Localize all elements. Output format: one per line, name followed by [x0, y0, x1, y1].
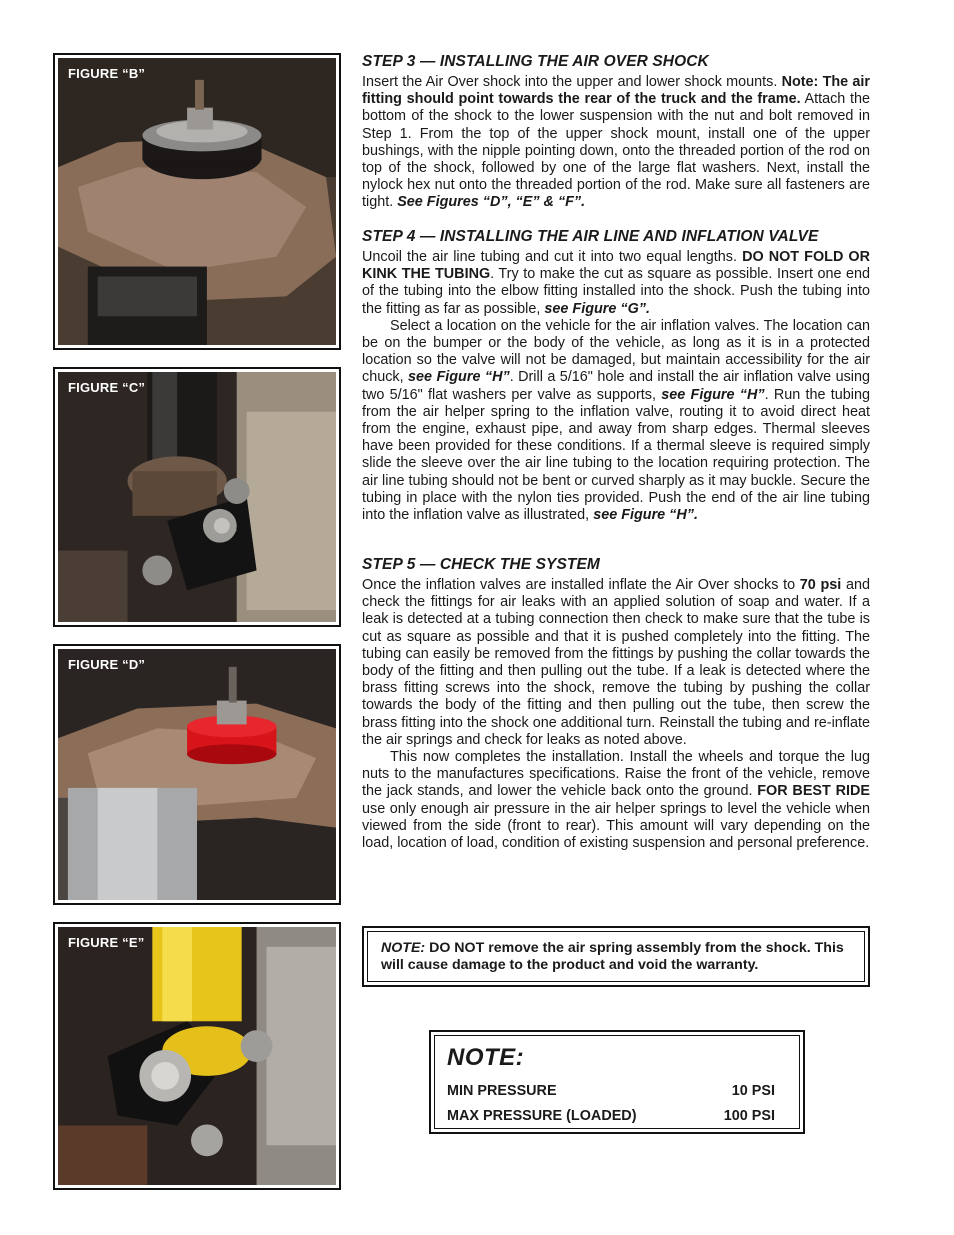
step-5-p2-text: This now completes the installation. Install the wheels and torque the lug nuts to the manufactures specifications. Raise the front of the vehicle, remove the jack stands, and lower the vehicle back onto the ground. [362, 749, 870, 800]
pressure-row-value: 100 PSI [723, 1107, 775, 1124]
figure-c-photo [58, 372, 336, 622]
figure-d [53, 644, 341, 905]
pressure-row-max [447, 1103, 775, 1128]
step-5-p2-text-cont: use only enough air pressure in the air helper springs to level the vehicle when viewed from the side (front to rear). This amount will vary depending on the load, location of load, condition of existing suspension and personal preference. [362, 800, 870, 852]
step-4-p2-text-cont-2: . Run the tubing from the air helper spring to the inflation valve, routing it to avoid direct heat from the engine, exhaust pipe, and away from sharp edges. Thermal sleeves have been provided for these conditions. If a thermal sleeve is required simply slide the sleeve over the air line tubing to the location requiring protection. The air line tubing should not be bent or curved sharply as it may buckle. Secure the tubing in place with the nylon ties provided. Push the end of the air line tubing into the inflation valve as illustrated, [362, 386, 870, 524]
step-4-text-cont: . Try to make the cut as square as possible. Insert one end of the tubing into the elbow fitting installed into the shock. Push the tubing into the fitting as far as possible, [362, 266, 870, 317]
step-5-pressure: 70 psi [799, 577, 842, 593]
figure-e-photo [58, 927, 336, 1185]
figure-b-label: FIGURE “B” [68, 66, 146, 81]
step-3-section [362, 53, 870, 212]
pressure-row-value: 10 PSI [731, 1082, 775, 1099]
warning-note-label: NOTE: [381, 940, 426, 956]
air-over-shock-bottom-image [58, 927, 336, 1185]
step-4-p2-figure-ref-1: see Figure “H” [408, 369, 510, 386]
step-5-text-cont: and check the fittings for air leaks with an applied solution of soap and water. If a leak is detected at a tubing connection then check to make sure that the tube is cut as square as possible and that it is pushed completely into the fitting. The tubing can easily be removed from the fittings by pushing the collar towards the body of the fitting and then pulling out the tube. If a leak is detected where the brass fitting screws into the shock, remove the tubing by pushing the collar towards the body of the fitting and then pulling out the tube, then screw the brass fitting into the shock one additional turn. Reinstall the tubing and re-inflate the air springs and check for leaks as noted above. [362, 577, 870, 748]
step-5-best-ride: FOR BEST RIDE [757, 783, 870, 800]
step-5-text: Once the inflation valves are installed inflate the Air Over shocks to [362, 577, 800, 593]
step-4-p2-figure-ref-3: see Figure “H”. [593, 507, 698, 524]
pressure-note-box [429, 1030, 805, 1134]
figure-e [53, 922, 341, 1190]
step-3-figure-ref: See Figures “D”, “E” & “F”. [397, 194, 586, 211]
step-5-paragraph-1 [362, 577, 870, 749]
step-3-paragraph [362, 74, 870, 212]
step-4-text: Uncoil the air line tubing and cut it into two equal lengths. [362, 249, 743, 265]
figure-c-label: FIGURE “C” [68, 380, 146, 395]
step-4-heading: STEP 4 — INSTALLING THE AIR LINE AND INFLATION VALVE [362, 228, 819, 245]
step-3-note: Note: The air fitting should point towards the rear of the truck and the frame. [362, 74, 871, 108]
step-4-p2-text: Select a location on the vehicle for the air inflation valves. The location can be on the bumper or the body of the vehicle, as long as it is in a protected location so the valve will not be damaged, but maintain accessibility for the air chuck, [362, 317, 870, 386]
step-4-warning: DO NOT FOLD OR KINK THE TUBING [362, 249, 870, 283]
figure-b [53, 53, 341, 350]
pressure-row-label: MAX PRESSURE (LOADED) [447, 1107, 637, 1124]
warning-note-inner [367, 931, 865, 982]
pressure-row-min [447, 1078, 775, 1103]
step-4-p2-figure-ref-2: see Figure “H” [661, 386, 765, 403]
figure-b-photo [58, 58, 336, 345]
pressure-note-title: NOTE: [447, 1044, 525, 1071]
pressure-row-label: MIN PRESSURE [447, 1082, 557, 1099]
step-4-paragraph-1 [362, 249, 870, 318]
figure-e-label: FIGURE “E” [68, 935, 145, 950]
air-over-shock-top-image [58, 649, 336, 900]
step-4-figure-ref: see Figure “G”. [544, 300, 650, 317]
step-4-p2-text-cont: . Drill a 5/16" hole and install the air inflation valve using two 5/16" flat washers per valve as supports, [362, 369, 871, 403]
step-5-heading: STEP 5 — CHECK THE SYSTEM [362, 556, 600, 573]
step-3-text-cont: Attach the bottom of the shock to the lower suspension with the nut and bolt removed in Step 1. From the top of the upper shock mount, install one of the upper bushings, with the nipple pointing down, onto the threaded portion of the rod on top of the shock, followed by one of the large flat washers. Next, install the nylock hex nut onto the threaded portion of the rod. Make sure all fasteners are tight. [362, 91, 870, 211]
step-3-text: Insert the Air Over shock into the upper and lower shock mounts. [362, 74, 782, 90]
warning-note-text: DO NOT remove the air spring assembly from the shock. This will cause damage to the product and void the warranty. [381, 940, 844, 973]
step-4-paragraph-2 [362, 318, 870, 524]
step-3-heading: STEP 3 — INSTALLING THE AIR OVER SHOCK [362, 53, 709, 70]
upper-shock-mount-image [58, 58, 336, 345]
figure-d-photo [58, 649, 336, 900]
warning-note-box [362, 926, 870, 987]
step-4-section [362, 228, 870, 524]
step-5-paragraph-2 [362, 749, 870, 852]
pressure-note-inner [434, 1035, 800, 1129]
figure-d-label: FIGURE “D” [68, 657, 146, 672]
figure-c [53, 367, 341, 627]
step-5-section [362, 556, 870, 852]
lower-shock-mount-image [58, 372, 336, 622]
